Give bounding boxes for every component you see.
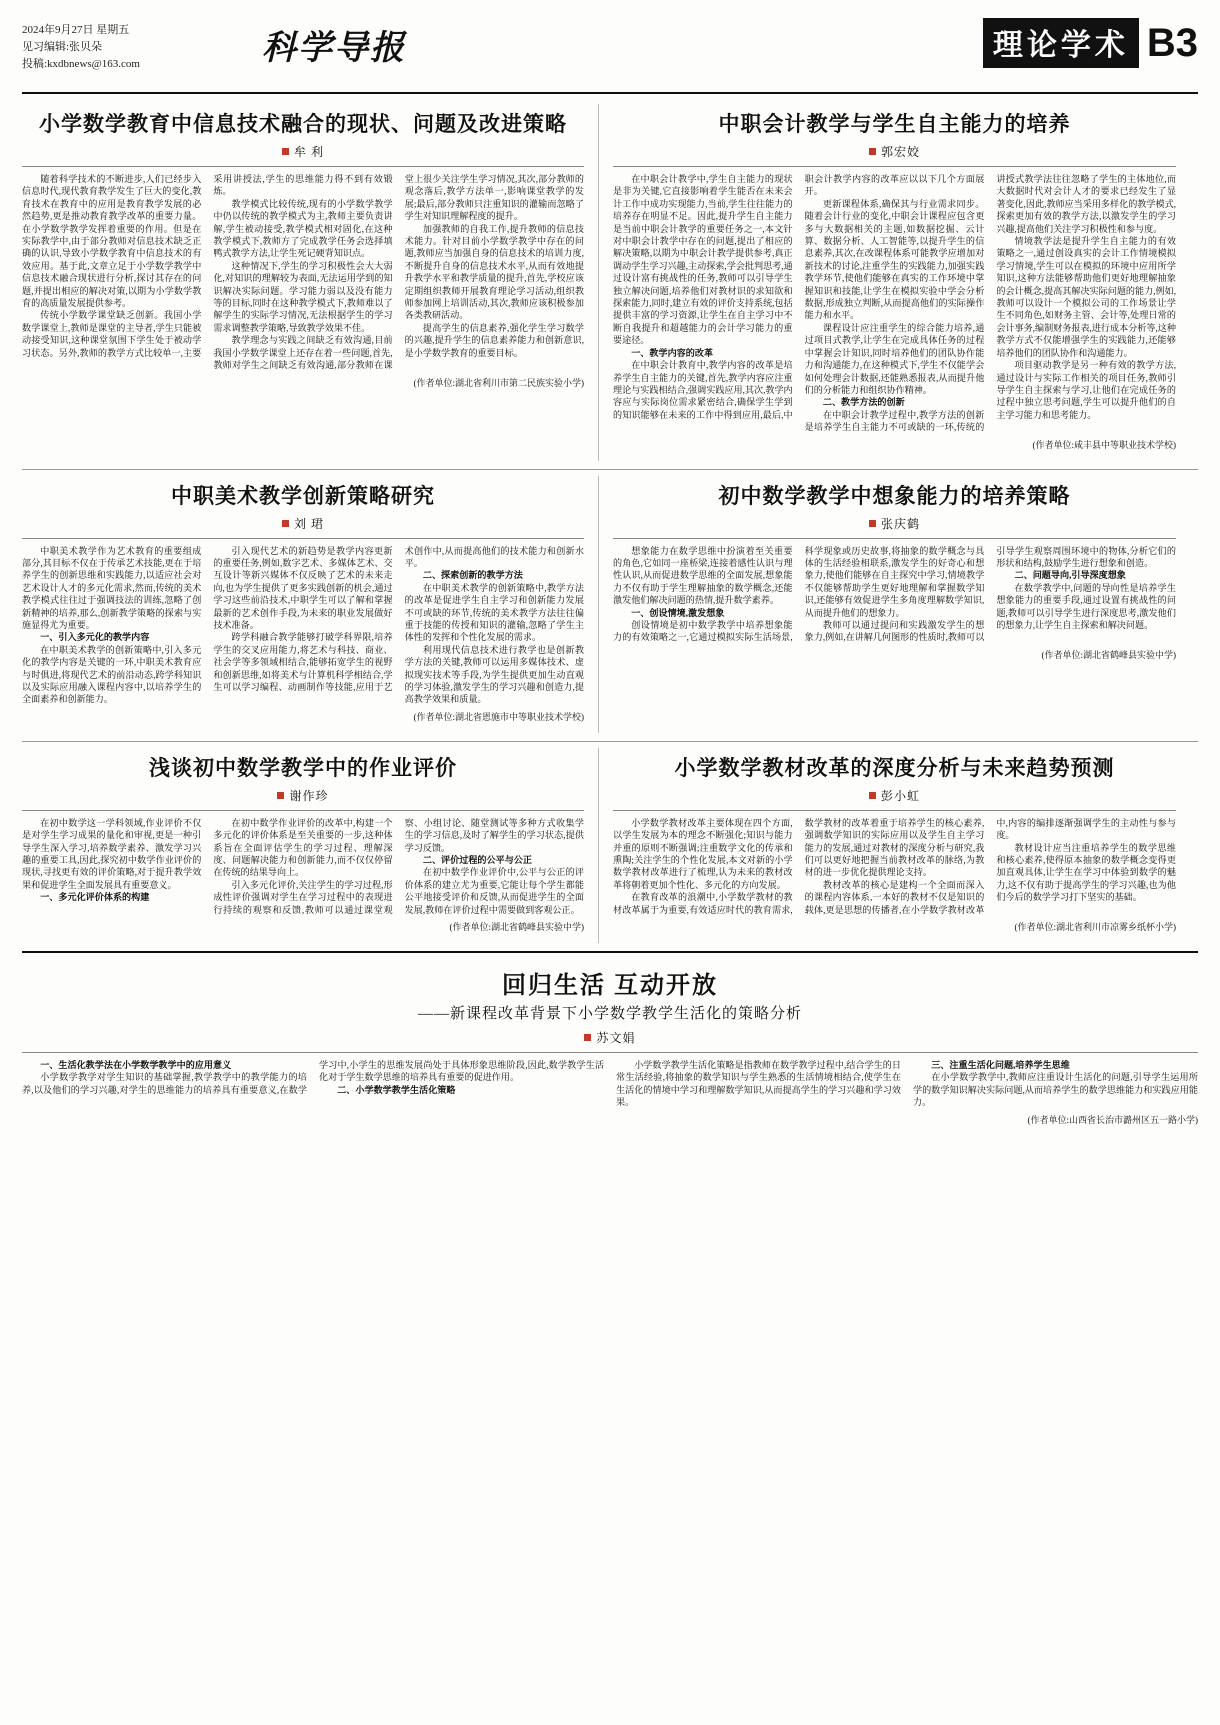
paragraph: 在中职会计教学中,学生自主能力的现状是非为关键,它直接影响着学生能否在未来会计工作中成功实现能力,当前,学生往往能力的培养存在明显不足。因此,提升学生自主能力是当前中职会计教学的重要任务之一,本文针对中职会计教学中存在的问题,提出了相应的解决策略,以期为中职会计教学提供参考,真正调动学生学习兴趣,主动探索,学会批判思考,通过设计富有挑战性的任务,教师可以引导学生独立解决问题,培养他们对教材识的求知欲和探索能力,同时,建立有效的评价支持系统,包括提供丰富的学习资源,让学生在自主学习中不断自我提升和超越能力的会计学习能力的重要途径。 bbox=[613, 174, 793, 346]
section-heading: 二、评价过程的公平与公正 bbox=[422, 855, 532, 866]
section-heading: 一、引入多元化的教学内容 bbox=[40, 632, 150, 643]
byline-marker-icon bbox=[277, 792, 284, 799]
article-signature: (作者单位:湖北省利川市第二民族实验小学) bbox=[413, 377, 584, 388]
author-name: 张庆鹤 bbox=[880, 516, 920, 531]
article-body bbox=[613, 545, 1176, 644]
paragraph: 情境教学法是提升学生自主能力的有效策略之一,通过创设真实的会计工作情境模拟学习情境,学生可以在模拟的环境中应用所学知识,这种方法能够帮助他们更好地理解抽象的会计概念,提高其解决实际问题的能力,例如,教师可以设计一个模拟公司的工作场景让学生不同角色,如财务主管、会计等,处理日常的会计事务,编制财务报表,进行成本分析等,这种教学方式不仅能增强学生的实践能力,还能够培养他们的团队协作和沟通能力。 bbox=[996, 236, 1176, 358]
section-heading: 二、教学方法的创新 bbox=[822, 397, 905, 408]
row-two bbox=[22, 476, 1198, 733]
article-signature: (作者单位:山西省长治市潞州区五一路小学) bbox=[1027, 1114, 1198, 1125]
paragraph: 引入多元化评价,关注学生的学习过程,形成性评价强调对学生在学习过程中的表现进行持续的观察和反馈,教师可以通过课堂观察、小组讨论、随堂测试等多种方式收集学生的学习信息,及时了解学生的学习状态,提供学习反馈。 bbox=[213, 817, 584, 915]
article-body bbox=[22, 1059, 1198, 1109]
article-imagination-math bbox=[613, 482, 1176, 661]
paragraph: 在数学教学中,问题的导向性是培养学生想象能力的重要手段,通过设置有挑战性的问题,教师可以引导学生进行深度思考,激发他们的想象力,让学生自主探索和解决问题。 bbox=[996, 582, 1176, 630]
article-body bbox=[613, 173, 1176, 434]
paragraph: 提高学生的信息素养,强化学生学习数学的兴趣,提升学生的信息素养能力和创新意识,是小学数学教育的重要目标。 bbox=[404, 322, 584, 358]
publication-date: 2024年9月27日 星期五 bbox=[22, 24, 130, 36]
page-title: 中职美术教学创新策略研究 bbox=[171, 483, 435, 508]
editor-line: 见习编辑:张贝朵 bbox=[22, 41, 103, 53]
row-one bbox=[22, 104, 1198, 461]
section-number: B3 bbox=[1146, 21, 1198, 65]
paragraph: 在中职美术教学的创新策略中,引入多元化的教学内容是关键的一环,中职美术教育应与时俱进,将现代艺术的前沿动态,跨学科知识以及实际应用融入课程内容中,以培养学生的全面素养和创新能力。 bbox=[22, 644, 202, 705]
masthead-info bbox=[22, 18, 252, 73]
paragraph: 利用现代信息技术进行教学也是创新教学方法的关键,教师可以运用多媒体技术、虚拟现实技术等手段,为学生提供更加生动直观的学习体验,激发学生的学习兴趣和创造力,提高教学效果和质量。 bbox=[404, 644, 584, 705]
paragraph: 中职美术教学作为艺术教育的重要组成部分,其目标不仅在于传承艺术技能,更在于培养学生的创新思维和实践能力,以适应社会对艺术设计人才的多元化需求,然而,传统的美术教学模式往往过于强调技法的训练,忽略了创新精神的培养,那么,创新教学策略的探索与实施显得尤为重要。 bbox=[22, 545, 202, 630]
paragraph: 传统小学数学课堂缺乏创新。我国小学数学课堂上,教师是课堂的主导者,学生只能被动接受知识,这种课堂氛围下学生处于被动学习状态。另外,教师的教学方式比较单一,主要采用讲授法,学生的思维能力得不到有效锻炼。 bbox=[22, 174, 393, 358]
paragraph: 项目驱动教学是另一种有效的教学方法,通过设计与实际工作相关的项目任务,教师引导学生自主探索与学习,让他们在完成任务的过程中独立思考问题,学生可以提升他们的自主学习能力和思考能力。 bbox=[996, 360, 1176, 420]
paragraph: 在中职美术教学的创新策略中,教学方法的改革是促进学生自主学习和创新能力发展不可或缺的环节,传统的美术教学方法往往偏重于技能的传授和知识的灌输,忽略了学生主体性的发挥和个性化发展的需求。 bbox=[404, 582, 584, 643]
section-heading: 一、教学内容的改革 bbox=[631, 347, 714, 358]
paragraph: 小学数学教学对学生知识的基础掌握,教学教学中的教学能力的培养,以及他们的学习兴趣,对学生的思维能力的培养具有重要意义,在数学学习中,小学生的思维发展尚处于具体形象思维阶段,因此,数学教学生活化对于学生数学思维的培养具有重要的促进作用。 bbox=[22, 1060, 604, 1095]
paragraph: 在初中数学作业评价的改革中,构建一个多元化的评价体系是至关重要的一步,这种体系旨在全面评估学生的学习过程、理解深度、问题解决能力和创新能力,而不仅仅停留在传统的结果导向上。 bbox=[213, 817, 393, 878]
byline-marker-icon bbox=[282, 148, 289, 155]
section-heading: 一、生活化教学法在小学数学教学中的应用意义 bbox=[40, 1060, 232, 1071]
paragraph: 课程设计应注重学生的综合能力培养,通过项目式教学,让学生在完成具体任务的过程中掌握会计知识,同时培养他们的团队协作能力和沟通能力,在这种模式下,学生不仅能学会如何处理会计数据,还能熟悉报表,从而提升他们的分析能力和组织协作精神。 bbox=[804, 322, 985, 395]
paragraph: 加强教师的自我工作,提升教师的信息技术能力。针对目前小学数学教学中存在的问题,教师应当加强自身的信息技术的培训力度,不断提升自身的信息技术水平,从而有效地提升教学水平和教学质量的提升,首先,学校应该定期组织教师开展教育理论学习活动,组织教师参加网上培训活动,其次,教师应该积极参加各类教研活动。 bbox=[404, 223, 584, 321]
article-column-left bbox=[22, 104, 598, 461]
paragraph: 在初中数学这一学科领域,作业评价不仅是对学生学习成果的量化和审视,更是一种引导学生深入学习,培养数学素养、激发学习兴趣的重要工具,因此,探究初中数学作业评价的现状,寻找更有效的评价策略,对于提升教学效果和促进学生全面发展具有重要意义。 bbox=[22, 817, 202, 890]
byline bbox=[613, 143, 1176, 160]
byline-marker-icon bbox=[869, 520, 876, 527]
paragraph: 创设情境是初中数学教学中培养想象能力的有效策略之一,它通过模拟实际生活场景,科学现象或历史故事,将抽象的数学概念与具体的生活经验相联系,激发学生的好奇心和想象力,使他们能够在自主探究中学习,情境教学不仅能够帮助学生更好地理解和掌握数学知识,还能够有效促进学生多角度理解数学知识,从而提升他们的想象力。 bbox=[613, 545, 985, 643]
byline-marker-icon bbox=[869, 792, 876, 799]
paragraph: 随着科学技术的不断进步,人们已经步入信息时代,现代教育教学发生了巨大的变化,教育技术在教育中的应用是教育教学发展的必然趋势,更是推动教育教学改革的重要力量。在小学数学教学发挥着重要的作用。但是在实际教学中,由于部分教师对信息技术缺乏正确的认识,导致小学数学教育中信息技术的有效应用。基于此,文章立足于小学数学教学中信息技术融合现状进行分析,探讨其存在的问题,并提出相应的解决对策,以期为小学数学教育的高质量发展提供参考。 bbox=[22, 174, 202, 309]
page-title: 小学数学教育中信息技术融合的现状、问题及改进策略 bbox=[39, 112, 567, 136]
author-name: 彭小虹 bbox=[880, 788, 920, 803]
author-name: 谢作珍 bbox=[289, 788, 329, 803]
author-name: 牟 利 bbox=[293, 145, 324, 159]
article-body bbox=[22, 817, 584, 916]
paragraph: 在中职会计教育中,教学内容的改革是培养学生自主能力的关键,首先,教学内容应注重理论与实践相结合,强调实践应用,其次,教学内容应与实际岗位需求紧密结合,确保学生学到的知识能够在未来的工作中得到应用,最后,中职会计教学内容的改革应以以下几个方面展开。 bbox=[613, 174, 985, 420]
page-title: 浅谈初中数学教学中的作业评价 bbox=[149, 755, 457, 780]
paragraph: 教学理念与实践之间缺乏有效沟通,目前我国小学数学课堂上还存在着一些问题,首先,教师对学生之间缺乏有效沟通,部分教师在课堂上很少关注学生学习情况,其次,部分教师的观念落后,教学方法单一,影响课堂教学的发展;最后,部分教师只注重知识的灌输而忽略了学生对知识理解程度的提升。 bbox=[213, 174, 584, 371]
byline-marker-icon bbox=[869, 148, 876, 155]
paragraph: 引入现代艺术的新趋势是教学内容更新的重要任务,例如,数字艺术、多媒体艺术、交互设计等新兴媒体不仅反映了艺术的未来走向,也为学生提供了更多实践创新的机会,通过学习这些前沿技术,中职学生可以了解和掌握最新的艺术创作手段,为未来的职业发展做好技术准备。 bbox=[213, 545, 393, 630]
section-marker bbox=[983, 18, 1198, 68]
paragraph: 小学数学教材改革主要体现在四个方面,以学生发展为本的理念不断强化;知识与能力并重的原则不断强调;注重数学文化的传承和熏陶;关注学生的个性化发展,本文对新的小学数学教材改革进行了梳理,认为未来的教材改革将朝着更加个性化、多元化的方向发展。 bbox=[613, 817, 793, 890]
section-heading: 二、探索创新的教学方法 bbox=[422, 570, 523, 581]
article-accounting-autonomy bbox=[613, 110, 1176, 451]
paragraph: 教师可以通过提问和实践激发学生的想象力,例如,在讲解几何图形的性质时,教师可以引导学生观察周围环境中的物体,分析它们的形状和结构,鼓励学生进行想象和创造。 bbox=[804, 545, 1176, 643]
article-signature: (作者单位:湖北省恩施市中等职业技术学校) bbox=[413, 711, 584, 722]
byline bbox=[613, 787, 1176, 804]
paragraph: 教材设计应当注重培养学生的数学思维和核心素养,使得原本抽象的数学概念变得更加直观具体,让学生在学习中体验到数学的魅力,这不仅有助于提高学生的学习兴趣,也为他们今后的数学学习打下坚实的基础。 bbox=[996, 842, 1176, 903]
byline bbox=[613, 515, 1176, 532]
paragraph: 教学模式比较传统,现有的小学数学教学中仍以传统的教学模式为主,教师主要负责讲解,学生被动接受,教学模式相对固化,在这种教学模式下,教师方了完成教学任务会选择填鸭式教学方法,让学生死记硬背知识点。 bbox=[213, 198, 393, 259]
section-heading: 一、多元化评价体系的构建 bbox=[40, 892, 150, 903]
byline bbox=[22, 515, 584, 532]
article-signature: (作者单位:湖北省鹤峰县实验中学) bbox=[449, 922, 584, 933]
article-body bbox=[22, 545, 584, 706]
article-signature: (作者单位:湖北省利川市凉雾乡纸杯小学) bbox=[1014, 922, 1176, 933]
article-info-tech-math bbox=[22, 110, 584, 389]
paragraph: 这种情况下,学生的学习积极性会大大弱化,对知识的理解较为表面,无法运用学到的知识解决实际问题。学习能力弱以及没有能力等的目标,同时在这种教学模式下,教师难以了解学生的实际学习情况,无法根据学生的学习需求调整教学策略,导致教学效果不佳。 bbox=[213, 260, 393, 333]
row-three bbox=[22, 748, 1198, 943]
paragraph: 跨学科融合教学能够打破学科界限,培养学生的交叉应用能力,将艺术与科技、商业、社会学等多领域相结合,能够拓宽学生的视野和创新思维,如将美术与计算机科学相结合,学生可以学习编程、动画制作等技能,应用于艺术创作中,从而提高他们的技术能力和创新水平。 bbox=[213, 545, 584, 692]
byline bbox=[22, 143, 584, 160]
submission-email: 投稿:kxdbnews@163.com bbox=[22, 58, 140, 70]
paragraph: 在小学数学教学中,教师应注重设计生活化的问题,引导学生运用所学的数学知识解决实际问题,从而培养学生的数学思维能力和实践应用能力。 bbox=[913, 1072, 1198, 1108]
page-title: 初中数学教学中想象能力的培养策略 bbox=[718, 483, 1071, 508]
article-body bbox=[22, 173, 584, 372]
article-subtitle: ——新课程改革背景下小学数学教学生活化的策略分析 bbox=[417, 1006, 802, 1023]
article-signature: (作者单位:湖北省鹤峰县实验中学) bbox=[1041, 649, 1176, 660]
section-heading: 二、问题导向,引导深度想象 bbox=[1014, 570, 1126, 581]
section-heading: 三、注重生活化问题,培养学生思维 bbox=[931, 1060, 1070, 1071]
paragraph: 想象能力在数学思维中扮演着至关重要的角色,它如同一座桥梁,连接着感性认识与理性认识,从而促进数学思维的全面发展,想象能力不仅有助于学生理解抽象的数学概念,还能激发他们解决问题的热情,提升数学素养。 bbox=[613, 545, 793, 606]
page-title: 回归生活 互动开放 bbox=[502, 973, 718, 1000]
article-signature: (作者单位:咸丰县中等职业技术学校) bbox=[1032, 439, 1176, 450]
masthead-title-area bbox=[252, 18, 983, 69]
article-art-teaching bbox=[22, 482, 584, 723]
author-name: 刘 珺 bbox=[293, 516, 324, 531]
paragraph: 更新课程体系,确保其与行业需求同步。随着会计行业的变化,中职会计课程应包含更多与大数据相关的主题,如数据挖掘、云计算、数据分析、人工智能等,以提升学生的信息素养,其次,在改课程体系可能教学应增加对新技术的讨论,注重学生的实践能力,加强实践教学环节,使他们能够在真实的工作环境中掌握知识和技能,让学生在模拟实验中学会分析数据,形成独立判断,从而提高他们的实际操作能力和水平。 bbox=[804, 198, 985, 321]
article-column-right-3 bbox=[598, 748, 1176, 943]
byline-marker-icon bbox=[282, 520, 289, 527]
byline bbox=[22, 787, 584, 804]
byline bbox=[22, 1029, 1198, 1046]
article-life-oriented-math bbox=[22, 951, 1198, 1126]
paper-name: 科学导报 bbox=[262, 30, 406, 67]
article-textbook-reform bbox=[613, 754, 1176, 933]
author-name: 郭宏姣 bbox=[880, 145, 920, 159]
section-label: 理论学术 bbox=[983, 18, 1139, 68]
paragraph: 在教育改革的浪潮中,小学数学教材的教材改革属于为重要,有效适应时代的教育需求,数学教材的改革着重于培养学生的核心素养,强调数学知识的实际应用以及学生自主学习能力的发展,通过对教材的深度分析与研究,我们可以更好地把握当前教材改革的脉络,为教材的进一步优化提供理论支持。 bbox=[613, 817, 985, 915]
paragraph: 小学数学教学生活化策略是指教师在数学教学过程中,结合学生的日常生活经验,将抽象的数学知识与学生熟悉的生活情境相结合,使学生在生活化的情境中学习和理解数学知识,从而提高学生的学习兴趣和学习效果。 bbox=[616, 1060, 901, 1108]
paragraph: 教材改革的核心是建构一个全面而深入的课程内容体系,一本好的教材不仅是知识的载体,更是思想的传播者,在小学数学教材改革中,内容的编排逐渐强调学生的主动性与参与度。 bbox=[804, 817, 1176, 915]
section-heading: 一、创设情境,激发想象 bbox=[631, 607, 725, 618]
section-heading: 二、小学数学教学生活化策略 bbox=[337, 1084, 456, 1095]
article-body bbox=[613, 817, 1176, 916]
author-name: 苏文娟 bbox=[596, 1031, 636, 1046]
article-column-right-2 bbox=[598, 476, 1176, 733]
article-column-left-3 bbox=[22, 748, 598, 943]
masthead bbox=[22, 18, 1198, 94]
article-column-left-2 bbox=[22, 476, 598, 733]
paragraph: 在初中数学作业评价中,公平与公正的评价体系的建立尤为重要,它能让每个学生都能公平地接受评价和反馈,从而促进学生的全面发展,教师在评价过程中需要做到客观公正。 bbox=[404, 867, 584, 915]
page-title: 中职会计教学与学生自主能力的培养 bbox=[718, 112, 1071, 136]
page-title: 小学数学教材改革的深度分析与未来趋势预测 bbox=[674, 755, 1115, 780]
article-homework-evaluation bbox=[22, 754, 584, 933]
article-column-right bbox=[598, 104, 1176, 461]
byline-marker-icon bbox=[584, 1034, 591, 1041]
paragraph: 在中职会计教学过程中,教学方法的创新是培养学生自主能力不可或缺的一环,传统的讲授式教学法往往忽略了学生的主体地位,而大数据时代对会计人才的要求已经发生了显著变化,因此,教师应当采用多样化的教学模式,探索更加有效的教学方法,以激发学生的学习兴趣,提高他们关注学习积极性和参与度。 bbox=[804, 174, 1176, 433]
